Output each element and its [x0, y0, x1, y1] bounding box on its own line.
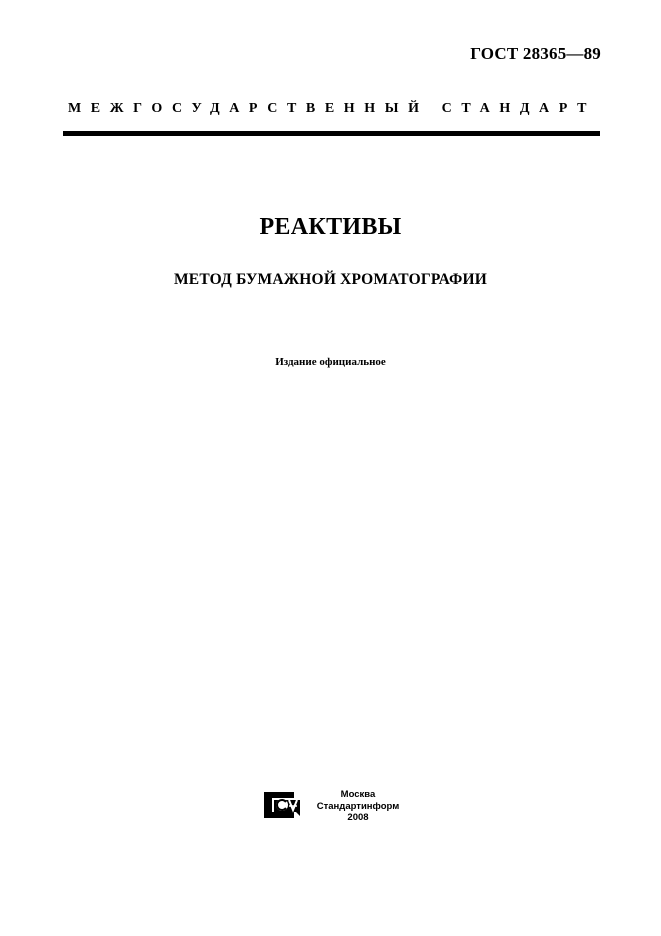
imprint-year: 2008 [347, 812, 369, 823]
publisher-logo-icon [262, 788, 302, 820]
imprint-publisher: Стандартинформ [316, 800, 400, 812]
header-rule [63, 131, 600, 136]
standard-type-heading: МЕЖГОСУДАРСТВЕННЫЙ СТАНДАРТ [67, 101, 597, 116]
imprint [303, 789, 413, 824]
imprint-city: Москва [340, 789, 376, 800]
standard-designation: ГОСТ 28365—89 [470, 44, 601, 63]
document-title: РЕАКТИВЫ [259, 214, 402, 240]
document-subtitle: МЕТОД БУМАЖНОЙ ХРОМАТОГРАФИИ [173, 271, 488, 288]
edition-note: Издание официальное [275, 356, 386, 368]
